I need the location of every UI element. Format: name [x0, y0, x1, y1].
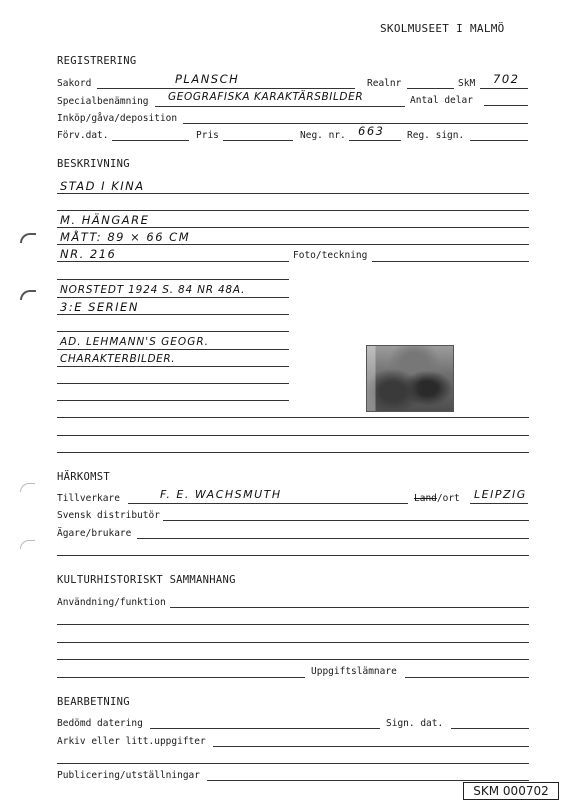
distributor-label: Svensk distributör [57, 510, 160, 521]
section-harkomst: HÄRKOMST [57, 471, 110, 483]
antal-delar-label: Antal delar [410, 95, 473, 106]
publicering-label: Publicering/utställningar [57, 770, 200, 781]
neg-nr-value[interactable]: 663 [358, 124, 385, 138]
datering-line [150, 728, 380, 729]
sakord-label: Sakord [57, 78, 92, 89]
datering-label: Bedömd datering [57, 718, 143, 729]
skm-line [480, 88, 528, 89]
ort-value[interactable]: LEIPZIG [474, 488, 527, 501]
beskrivning-line [57, 227, 529, 228]
beskrivning-line [57, 297, 289, 298]
beskrivning-text[interactable]: STAD I KINA [60, 179, 145, 193]
pris-line [223, 140, 293, 141]
realnr-line [407, 88, 454, 89]
ort-line [470, 503, 528, 504]
beskrivning-line [57, 261, 289, 262]
kultur-line [57, 677, 305, 678]
punch-hole [20, 483, 35, 492]
ort-label: /ort [436, 493, 460, 504]
harkomst-line [57, 555, 529, 556]
arkiv-label: Arkiv eller litt.uppgifter [57, 736, 206, 747]
uppgiftslamnare-label: Uppgiftslämnare [311, 666, 397, 677]
sakord-value[interactable]: PLANSCH [175, 72, 240, 86]
inkop-line [183, 123, 528, 124]
tillverkare-line [128, 503, 408, 504]
beskrivning-line [57, 314, 289, 315]
beskrivning-text[interactable]: 3:E SERIEN [60, 300, 139, 314]
pris-label: Pris [196, 130, 219, 141]
section-kultur: KULTURHISTORISKT SAMMANHANG [57, 574, 236, 586]
beskrivning-text[interactable]: CHARAKTERBILDER. [60, 353, 176, 365]
beskrivning-text[interactable]: NR. 216 [60, 247, 117, 261]
museum-title: SKOLMUSEET I MALMÖ [380, 22, 505, 35]
anvandning-label: Användning/funktion [57, 597, 166, 608]
forv-dat-line [112, 140, 189, 141]
uppgiftslamnare-line [405, 677, 529, 678]
beskrivning-line [57, 452, 529, 453]
foto-teckning-label: Foto/teckning [293, 250, 368, 261]
beskrivning-line [57, 435, 529, 436]
beskrivning-line [57, 400, 289, 401]
kultur-line [57, 642, 529, 643]
beskrivning-text[interactable]: AD. LEHMANN'S GEOGR. [60, 336, 209, 348]
forv-dat-label: Förv.dat. [57, 130, 109, 141]
anvandning-line [170, 607, 529, 608]
beskrivning-line [57, 417, 529, 418]
beskrivning-text[interactable]: MÅTT: 89 × 66 CM [60, 230, 191, 244]
beskrivning-line [57, 383, 289, 384]
inkop-label: Inköp/gåva/deposition [57, 113, 178, 124]
arkiv-line [213, 746, 529, 747]
neg-nr-line [349, 140, 401, 141]
punch-hole [20, 290, 36, 300]
skm-label: SkM [458, 78, 476, 89]
neg-nr-label: Neg. nr. [300, 130, 346, 141]
sign-dat-label: Sign. dat. [386, 718, 444, 729]
tillverkare-value[interactable]: F. E. WACHSMUTH [160, 488, 282, 501]
reg-sign-line [470, 140, 528, 141]
beskrivning-line [57, 193, 529, 194]
section-bearbetning: BEARBETNING [57, 696, 130, 708]
specialbenamning-line [155, 106, 405, 107]
agare-line [137, 538, 529, 539]
agare-label: Ägare/brukare [57, 528, 132, 539]
foto-line [372, 261, 529, 262]
punch-hole [20, 540, 35, 549]
bearbetning-line [57, 763, 529, 764]
skm-value[interactable]: 702 [493, 72, 520, 86]
catalog-stamp: SKM 000702 [463, 782, 559, 800]
antal-delar-line [484, 105, 528, 106]
beskrivning-line [57, 366, 289, 367]
sakord-line [97, 88, 355, 89]
realnr-label: Realnr [367, 78, 402, 89]
kultur-line [57, 624, 529, 625]
object-photo [366, 345, 454, 412]
land-label: Land [414, 493, 437, 504]
publicering-line [207, 780, 529, 781]
punch-hole [20, 233, 36, 243]
beskrivning-text[interactable]: NORSTEDT 1924 S. 84 NR 48A. [60, 284, 246, 296]
beskrivning-line [57, 331, 289, 332]
sign-dat-line [451, 728, 529, 729]
section-beskrivning: BESKRIVNING [57, 158, 130, 170]
beskrivning-line [57, 244, 529, 245]
specialbenamning-value[interactable]: GEOGRAFISKA KARAKTÄRSBILDER [168, 91, 364, 103]
kultur-line [57, 659, 529, 660]
land-ort-label [414, 493, 460, 504]
reg-sign-label: Reg. sign. [407, 130, 465, 141]
beskrivning-text[interactable]: M. HÄNGARE [60, 213, 150, 227]
distributor-line [163, 520, 529, 521]
beskrivning-line [57, 349, 289, 350]
beskrivning-line [57, 210, 529, 211]
beskrivning-line [57, 279, 289, 280]
section-registrering: REGISTRERING [57, 55, 137, 67]
tillverkare-label: Tillverkare [57, 493, 120, 504]
specialbenamning-label: Specialbenämning [57, 96, 149, 107]
